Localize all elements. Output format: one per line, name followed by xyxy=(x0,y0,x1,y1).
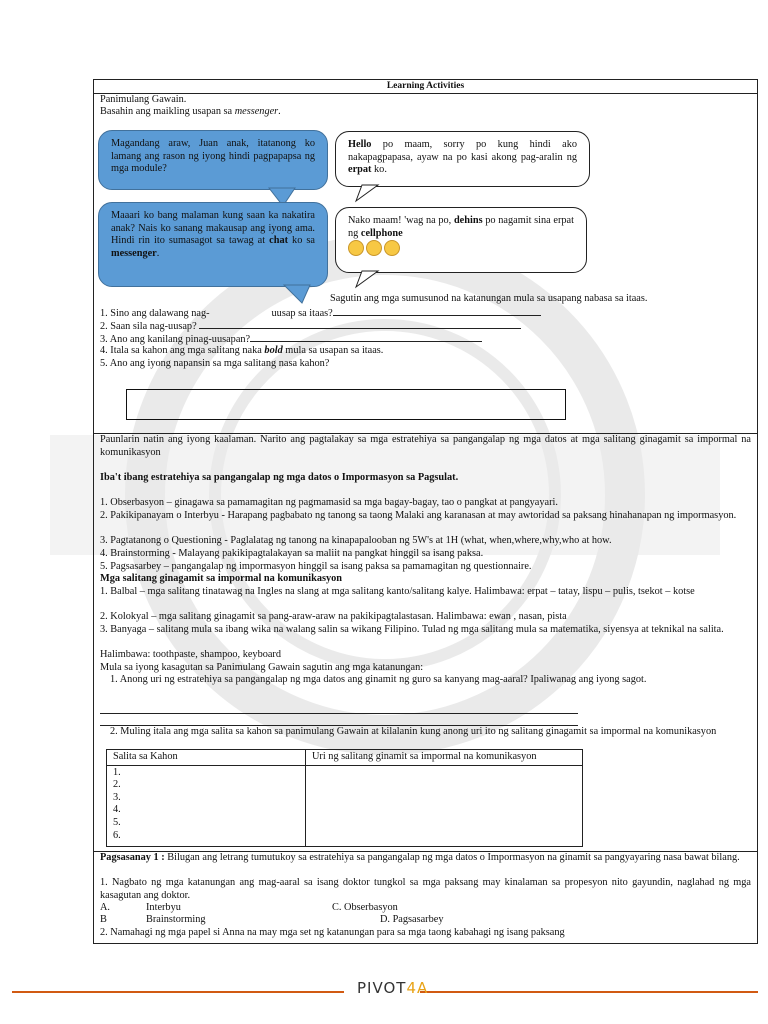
grin-emoji-icon xyxy=(366,240,382,256)
pivot-logo: PIVOT4A xyxy=(357,979,429,997)
question-4: 4. Itala sa kahon ang mga salitang naka bold mula sa usapan sa itaas. xyxy=(100,345,384,356)
strategy-1: 1. Obserbasyon – ginagawa sa pamamagitan ng pagmamasid sa mga bagay-bagay, tao o pangkat at pangyayari. xyxy=(100,497,558,508)
strategy-3: 3. Pagtatanong o Questioning - Paglalatag ng tanong na kinapapalooban ng 5W's at 1H (what, when,where,why,who at how. xyxy=(100,535,612,546)
answer-line[interactable] xyxy=(100,713,578,714)
word-type-1: 1. Balbal – mga salitang tinatawag na Ingles na slang at mga salitang kanto/salitang kalye. Halimbawa: erpat – tatay, lispu – pulis, tsekot – kotse xyxy=(100,586,695,597)
questions-prompt: Sagutin ang mga sumusunod na katanungan mula sa usapang nabasa sa itaas. xyxy=(330,293,648,304)
question-3: 3. Ano ang kanilang pinag-uusapan? xyxy=(100,332,751,347)
panimulang-gawain-section xyxy=(94,93,757,434)
chat-bubble-teacher-1: Magandang araw, Juan anak, itatanong ko lamang ang rason ng iyong hindi pagpapapsa ng mga module? xyxy=(98,130,328,190)
chat-bubble-student-2: Nako maam! 'wag na po, dehins po nagamit sina erpat ng cellphone xyxy=(335,207,587,273)
pagsasanay-section xyxy=(94,851,757,943)
answer-line[interactable] xyxy=(333,306,541,316)
footer-rule xyxy=(420,991,758,993)
chat-bubble-student-1: Hello po maam, sorry po kung hindi ako nakapagpapasa, ayaw na po kasi akong pag-aralin ng erpat ko. xyxy=(335,131,590,187)
section2-intro: Paunlarin natin ang iyong kaalaman. Narito ang pagtalakay sa mga estratehiya sa pangangalap ng mga datos at mga salitang ginagamit sa impormal na komunikasyon xyxy=(100,434,751,458)
grin-emoji-icon xyxy=(348,240,364,256)
answer-line[interactable] xyxy=(250,332,482,342)
exercise-instruction: Pagsasanay 1 : Bilugan ang letrang tumutukoy sa estratehiya sa pangangalap ng mga datos o Impormasyon na ginamit sa pangyayaring nasa bawat bilang. xyxy=(100,852,740,863)
paunlarin-section xyxy=(94,433,757,852)
questions-lead: Mula sa iyong kasagutan sa Panimulang Gawain sagutin ang mga katanungan: xyxy=(100,662,424,673)
informal-words-heading: Mga salitang ginagamit sa impormal na komunikasyon xyxy=(100,573,343,584)
choice-a[interactable]: A. Interbyu C. Obserbasyon xyxy=(100,902,398,913)
question-5: 5. Ano ang iyong napansin sa mga salitang nasa kahon? xyxy=(100,358,330,369)
page-title: Learning Activities xyxy=(94,80,757,94)
answer-line[interactable] xyxy=(199,319,521,329)
question-2: 2. Saan sila nag-uusap? xyxy=(100,319,751,334)
bubble-tail xyxy=(356,271,382,289)
word-type-example: Halimbawa: toothpaste, shampoo, keyboard xyxy=(100,649,282,660)
choice-b[interactable]: B Brainstorming D. Pagsasarbey xyxy=(100,914,444,925)
table-cell[interactable]: 1. 2. 3. 4. 5. 6. xyxy=(107,765,306,846)
word-type-2: 2. Kolokyal – mga salitang ginagamit sa pang-araw-araw na pakikipagtalastasan. Halimbawa: ewan , nasan, pista xyxy=(100,611,567,622)
strategy-2: 2. Pakikipanayam o Interbyu - Harapang pagbabato ng tanong sa taong Malaki ang karanasan at may awtoridad sa paksang hinahanapan ng impormasyon. xyxy=(100,510,737,521)
word-box[interactable] xyxy=(126,389,566,420)
exercise-item-2: 2. Namahagi ng mga papel si Anna na may mga set ng katanungan para sa mga taong kabahagi ng isang paksang xyxy=(100,927,565,938)
strategy-5: 5. Pagsasarbey – pangangalap ng impormasyon hinggil sa isang paksa sa pamamagitan ng questionnaire. xyxy=(100,561,532,572)
intro-title: Panimulang Gawain. xyxy=(100,94,187,105)
intro-instruction: Basahin ang maikling usapan sa messenger. xyxy=(100,106,281,117)
bubble-tail xyxy=(356,185,382,203)
footer-rule xyxy=(12,991,344,993)
table-cell[interactable] xyxy=(306,765,583,846)
section2-question-2: 2. Muling itala ang mga salita sa kahon sa panimulang Gawain at kilalanin kung anong uri ito ng salitang ginagamit sa impormal na komunikasyon xyxy=(110,726,717,737)
table-header: Uri ng salitang ginamit sa impormal na komunikasyon xyxy=(306,750,583,766)
activities-frame xyxy=(93,79,758,944)
answer-table xyxy=(106,749,583,847)
strategy-4: 4. Brainstorming - Malayang pakikipagtalakayan sa maliit na pangkat hinggil sa isang paksa. xyxy=(100,548,484,559)
grin-emoji-icon xyxy=(384,240,400,256)
table-header: Salita sa Kahon xyxy=(107,750,306,766)
question-1: 1. Sino ang dalawang nag- uusap sa itaas? xyxy=(100,306,751,321)
strategies-heading: Iba't ibang estratehiya sa pangangalap ng mga datos o Impormasyon sa Pagsulat. xyxy=(100,472,459,483)
chat-bubble-teacher-2: Maaari ko bang malaman kung saan ka nakatira anak? Nais ko sanang makausap ang iyong ama. Hindi rin ito sumasagot sa tawag at chat ko sa messenger. xyxy=(98,202,328,287)
exercise-item-1: 1. Nagbato ng mga katanungan ang mag-aaral sa isang doktor tungkol sa mga paksang may kinalaman sa propesyon nito gayundin, naglahad ng mga kasagutan ang doktor. xyxy=(100,877,751,901)
section2-question-1: 1. Anong uri ng estratehiya sa pangangalap ng mga datos ang ginamit ng guro sa kanyang mag-aaral? Ipaliwanag ang iyong sagot. xyxy=(110,674,647,685)
bubble-tail xyxy=(284,285,314,305)
word-type-3: 3. Banyaga – salitang mula sa ibang wika na walang salin sa wikang Filipino. Tulad ng mga salitang mula sa matematika, siyensya at teknikal na salita. xyxy=(100,624,724,635)
